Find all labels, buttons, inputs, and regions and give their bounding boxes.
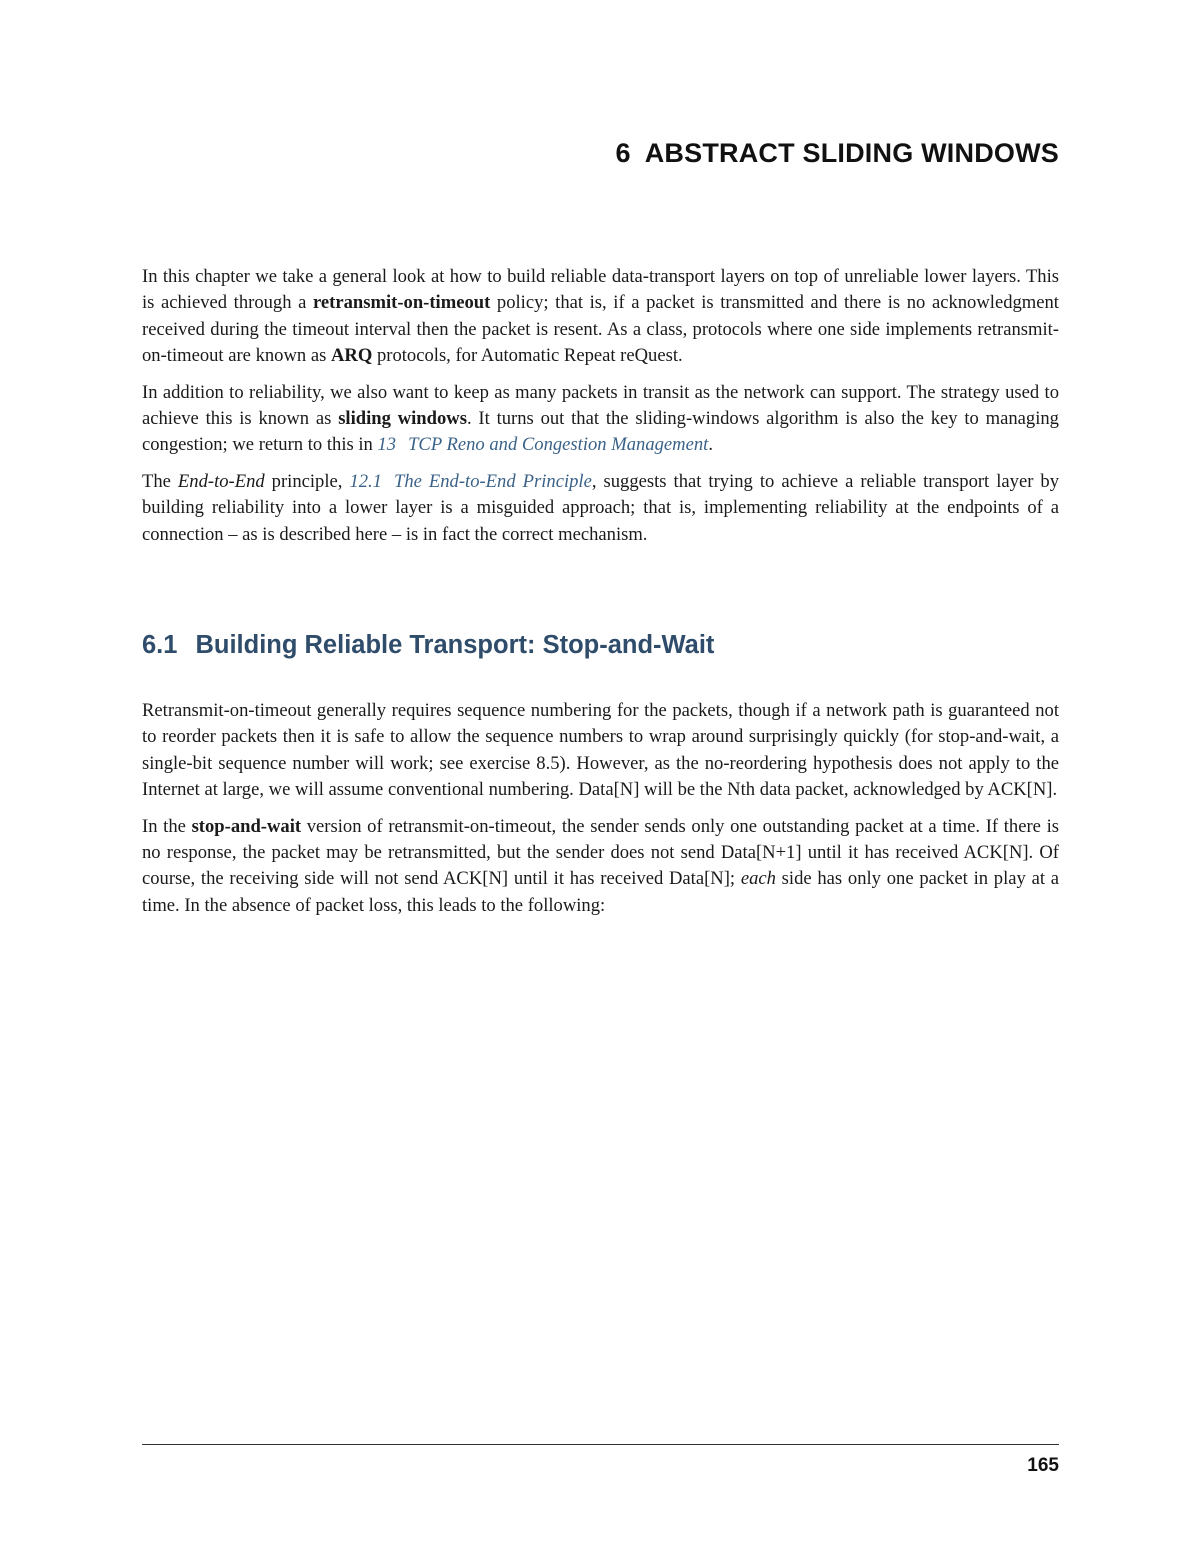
text-run: In this chapter we take a general look at how to build reliable data-transport layers on top of unreliable lower layers. This is achieved through a <box>142 266 1059 314</box>
intro-body <box>142 264 1059 558</box>
xref-link-end-to-end-principle[interactable] <box>349 471 591 492</box>
term-end-to-end: End-to-End <box>177 470 265 492</box>
footer-divider <box>142 1444 1059 1445</box>
xref-title: TCP Reno and Congestion Management <box>408 434 709 456</box>
xref-link-tcp-reno[interactable] <box>377 434 708 455</box>
intro-paragraph-1 <box>142 264 1059 370</box>
section-body <box>142 698 1059 929</box>
xref-title: The End-to-End Principle <box>393 470 592 492</box>
section-paragraph-1: Retransmit-on-timeout generally requires sequence numbering for the packets, though if a network path is guaranteed not to reorder packets then it is safe to allow the sequence numbers to wrap around surprisingly quickly (for stop-and-wait, a single-bit sequence number will work; see exercise 8.5). However, as the no-reordering hypothesis does not apply to the Internet at large, we will assume conventional numbering. Data[N] will be the Nth data packet, acknowledged by ACK[N]. <box>142 700 1059 801</box>
chapter-title-text: ABSTRACT SLIDING WINDOWS <box>644 138 1059 168</box>
text-run: , suggests that trying to achieve a reliable transport layer by building reliability into a lower layer is a misguided approach; that is, implementing reliability at the endpoints of a connection – as is described here – is in fact the correct mechanism. <box>142 470 1059 545</box>
section-heading <box>142 631 714 660</box>
section-title: Building Reliable Transport: Stop-and-Wait <box>195 631 715 659</box>
text-run: In the <box>142 815 192 837</box>
term-stop-and-wait: stop-and-wait <box>191 815 302 837</box>
text-run: side has only one packet in play at a time. In the absence of packet loss, this leads to the following: <box>142 868 1059 916</box>
text-run: . <box>708 434 713 456</box>
term-sliding-windows: sliding windows <box>338 408 467 430</box>
section-number: 6.1 <box>142 631 178 659</box>
xref-number: 13 <box>377 434 397 456</box>
text-run: In addition to reliability, we also want to keep as many packets in transit as the network can support. The strategy used to achieve this is known as <box>142 381 1059 430</box>
chapter-number: 6 <box>615 138 631 168</box>
page-number: 165 <box>1027 1455 1059 1476</box>
text-run: version of retransmit-on-timeout, the sender sends only one outstanding packet at a time. If there is no response, the packet may be retransmitted, but the sender does not send Data[N+1] until it has received ACK[N]. Of course, the receiving side will not send ACK[N] until it has received Data[N]; <box>142 815 1059 890</box>
xref-number: 12.1 <box>349 470 382 492</box>
chapter-title <box>616 138 1060 169</box>
intro-paragraph-2 <box>142 380 1059 459</box>
text-run: The <box>142 470 178 492</box>
text-run: principle, <box>264 470 350 492</box>
emphasis-each: each <box>740 868 776 890</box>
section-paragraph-2 <box>142 814 1059 920</box>
term-arq: ARQ <box>331 345 373 367</box>
text-run: policy; that is, if a packet is transmitted and there is no acknowledgment received during the timeout interval then the packet is resent. As a class, protocols where one side implements retransmit-on-timeout are known as <box>142 292 1059 367</box>
text-run: . It turns out that the sliding-windows algorithm is also the key to managing congestion; we return to this in <box>142 408 1059 456</box>
term-retransmit-on-timeout: retransmit-on-timeout <box>313 292 491 314</box>
intro-paragraph-3 <box>142 469 1059 548</box>
text-run: protocols, for Automatic Repeat reQuest. <box>372 345 683 367</box>
